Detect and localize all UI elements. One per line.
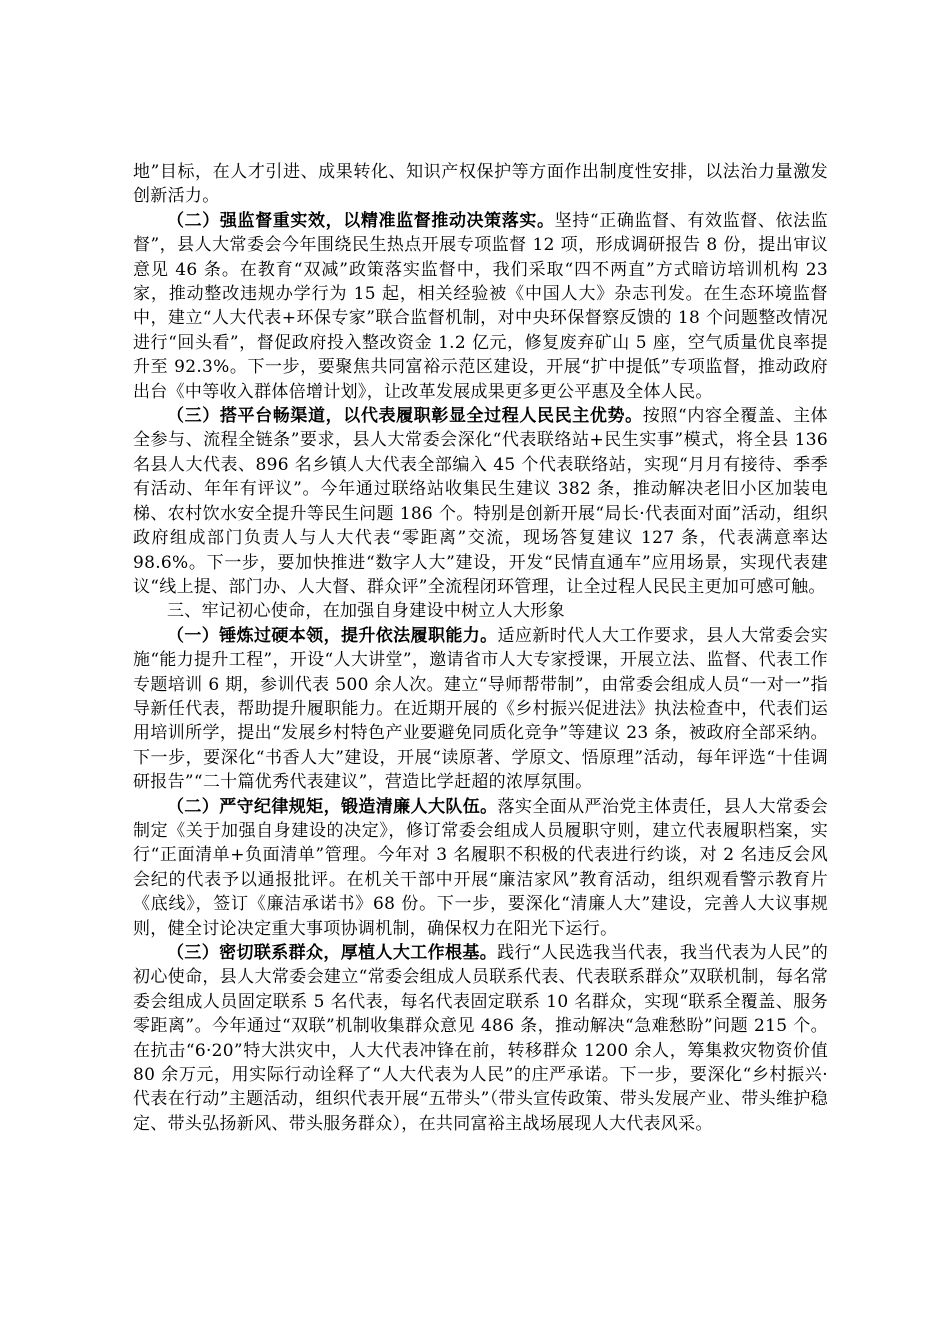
paragraph-skills xyxy=(133,624,828,795)
paragraph-text: 践行“人民选我当代表，我当代表为人民”的初心使命，县人大常委会建立“常委会组成人员联系代表、代表联系群众”双联机制，每名常委会组成人员固定联系 5 名代表，每名代表固定联系 10 名群众，实现“联系全覆盖、服务零距离”。今年通过“双联”机制收集群众意见 486 条，推动解决“急难愁盼”问题 215 个。在抗击“6·20”特大洪灾中，人大代表冲锋在前，转移群众 1200 余人，筹集救灾物资价值 80 余万元，用实际行动诠释了“人大代表为人民”的庄严承诺。下一步，要深化“乡村振兴·代表在行动”主题活动，组织代表开展“五带头”（带头宣传政策、带头发展产业、带头维护稳定、带头弘扬新风、带头服务群众），在共同富裕主战场展现人大代表风采。 xyxy=(133,943,828,1134)
document-body xyxy=(133,160,828,1136)
paragraph-text: 地”目标，在人才引进、成果转化、知识产权保护等方面作出制度性安排，以法治力量激发创新活力。 xyxy=(133,162,828,207)
paragraph-heading: （一）锤炼过硬本领，提升依法履职能力。 xyxy=(167,625,498,646)
paragraph-continuation xyxy=(133,160,828,209)
paragraph-heading: （二）严守纪律规矩，锻造清廉人大队伍。 xyxy=(167,796,498,817)
paragraph-supervision xyxy=(133,209,828,404)
paragraph-text: 落实全面从严治党主体责任，县人大常委会制定《关于加强自身建设的决定》，修订常委会组成人员履职守则，建立代表履职档案，实行“正面清单+负面清单”管理。今年对 3 名履职不积极的代表进行约谈，对 2 名违反会风会纪的代表予以通报批评。在机关干部中开展“廉洁家风”教育活动，组织观看警示教育片《底线》，签订《廉洁承诺书》68 份。下一步，要深化“清廉人大”建设，完善人大议事规则，健全讨论决定重大事项协调机制，确保权力在阳光下运行。 xyxy=(133,796,828,939)
section-heading xyxy=(133,599,828,623)
paragraph-text: 适应新时代人大工作要求，县人大常委会实施“能力提升工程”，开设“人大讲堂”，邀请省市人大专家授课，开展立法、监督、代表工作专题培训 6 期，参训代表 500 余人次。建立“导师帮带制”，由常委会组成人员“一对一”指导新任代表，帮助提升履职能力。在近期开展的《乡村振兴促进法》执法检查中，代表们运用培训所学，提出“发展乡村特色产业要避免同质化竞争”等建议 23 条，被政府全部采纳。下一步，要深化“书香人大”建设，开展“读原著、学原文、悟原理”活动，每年评选“十佳调研报告”“二十篇优秀代表建议”，营造比学赶超的浓厚氛围。 xyxy=(133,625,828,793)
paragraph-heading: （二）强监督重实效，以精准监督推动决策落实。 xyxy=(167,210,555,231)
paragraph-text: 坚持“正确监督、有效监督、依法监督”，县人大常委会今年围绕民生热点开展专项监督 12 项，形成调研报告 8 份，提出审议意见 46 条。在教育“双减”政策落实监督中，我们采取“四不两直”方式暗访培训机构 23 家，推动整改违规办学行为 15 起，相关经验被《中国人大》杂志刊发。在生态环境监督中，建立“人大代表+环保专家”联合监督机制，对中央环保督察反馈的 18 个问题整改情况进行“回头看”，督促政府投入整改资金 1.2 亿元，修复废弃矿山 5 座，空气质量优良率提升至 92.3%。下一步，要聚焦共同富裕示范区建设，开展“扩中提低”专项监督，推动政府出台《中等收入群体倍增计划》，让改革发展成果更多更公平惠及全体人民。 xyxy=(133,210,828,402)
paragraph-masses xyxy=(133,941,828,1136)
paragraph-text: 按照“内容全覆盖、主体全参与、流程全链条”要求，县人大常委会深化“代表联络站+民生实事”模式，将全县 136 名县人大代表、896 名乡镇人大代表全部编入 45 个代表联络站，实现“月月有接待、季季有活动、年年有评议”。今年通过联络站收集民生建议 382 条，推动解决老旧小区加装电梯、农村饮水安全提升等民生问题 186 个。特别是创新开展“局长·代表面对面”活动，组织政府组成部门负责人与人大代表“零距离”交流，现场答复建议 127 条，代表满意率达 98.6%。下一步，要加快推进“数字人大”建设，开发“民情直通车”应用场景，实现代表建议“线上提、部门办、人大督、群众评”全流程闭环管理，让全过程人民民主更加可感可触。 xyxy=(133,406,828,597)
section-heading-text: 三、牢记初心使命，在加强自身建设中树立人大形象 xyxy=(167,601,565,622)
paragraph-discipline xyxy=(133,795,828,941)
paragraph-heading: （三）搭平台畅渠道，以代表履职彰显全过程人民民主优势。 xyxy=(167,406,643,427)
paragraph-platform xyxy=(133,404,828,599)
paragraph-heading: （三）密切联系群众，厚植人大工作根基。 xyxy=(167,943,498,963)
